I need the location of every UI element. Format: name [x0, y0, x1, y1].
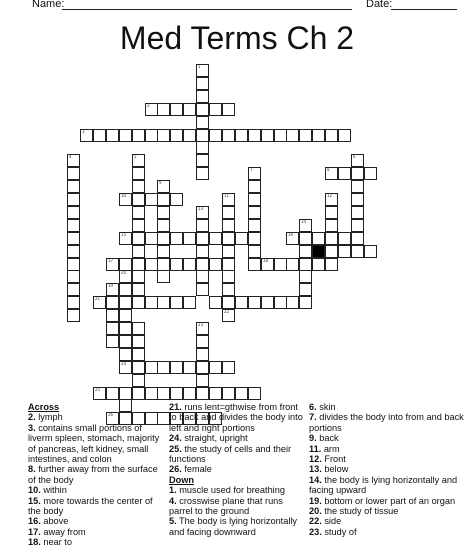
clue-number: 8 [327, 167, 330, 172]
grid-cell[interactable] [196, 141, 209, 154]
clue-number: 26 [108, 412, 114, 417]
clue-num: 22. [309, 516, 322, 527]
grid-cell[interactable] [196, 348, 209, 361]
grid-cell[interactable] [145, 258, 158, 271]
grid-cell[interactable] [157, 270, 170, 283]
clue-text: arm [321, 443, 340, 454]
grid-cell[interactable] [261, 296, 274, 309]
grid-cell[interactable] [157, 103, 170, 116]
grid-cell[interactable] [235, 129, 248, 142]
grid-cell[interactable] [157, 296, 170, 309]
clue-item [309, 433, 468, 443]
grid-cell[interactable] [248, 167, 261, 180]
grid-cell[interactable] [170, 193, 183, 206]
grid-cell[interactable] [338, 245, 351, 258]
grid-cell[interactable] [196, 322, 209, 335]
grid-cell[interactable] [67, 180, 80, 193]
clue-num: 6. [309, 402, 317, 412]
grid-black-cell [312, 245, 325, 258]
grid-cell[interactable] [209, 258, 222, 271]
grid-cell[interactable] [248, 258, 261, 271]
grid-cell[interactable] [222, 283, 235, 296]
clue-text: away from [40, 526, 86, 537]
clue-number: 14 [301, 219, 307, 224]
grid-cell[interactable] [299, 129, 312, 142]
clue-text: contains small portions of liverm spleen, stomach, majority of pancreas, left kidney, small intestines, and colon [28, 422, 160, 465]
clue-num: 24. [169, 433, 182, 444]
clue-text: below [321, 464, 349, 475]
clues [28, 402, 468, 552]
grid-cell[interactable] [325, 129, 338, 142]
grid-cell[interactable] [325, 245, 338, 258]
clue-item [309, 506, 468, 516]
clue-item [309, 464, 468, 474]
clue-text: the study of tissue [321, 506, 399, 517]
grid-cell[interactable] [286, 129, 299, 142]
clue-item [309, 516, 468, 526]
clue-text: above [40, 516, 69, 527]
grid-cell[interactable] [170, 296, 183, 309]
grid-cell[interactable] [119, 348, 132, 361]
clue-text: study of [321, 526, 357, 537]
grid-cell[interactable] [132, 193, 145, 206]
grid-cell[interactable] [106, 387, 119, 400]
clue-item [309, 527, 468, 537]
grid-cell[interactable] [183, 387, 196, 400]
clue-number: 2 [147, 103, 150, 108]
grid-cell[interactable] [132, 129, 145, 142]
clue-num: 11. [309, 443, 322, 454]
grid-cell[interactable] [351, 180, 364, 193]
clue-num: 12. [309, 454, 322, 465]
clue-text: bottom or lower part of an organ [321, 495, 456, 506]
clue-number: 10 [121, 193, 127, 198]
clue-num: 2. [28, 412, 36, 423]
clue-text: The body is lying horizontally and facing downward [169, 516, 298, 537]
grid-cell[interactable] [183, 129, 196, 142]
grid-cell[interactable] [222, 361, 235, 374]
grid-cell[interactable] [183, 258, 196, 271]
grid-cell[interactable] [119, 322, 132, 335]
clue-num: 9. [309, 433, 317, 444]
grid-cell[interactable] [196, 64, 209, 77]
clue-text: female [181, 464, 212, 475]
grid-cell[interactable] [170, 129, 183, 142]
clue-number: 11 [224, 193, 230, 198]
grid-cell[interactable] [119, 335, 132, 348]
grid-cell[interactable] [132, 296, 145, 309]
clue-number: 21 [95, 296, 101, 301]
grid-cell[interactable] [67, 154, 80, 167]
clue-num: 20. [309, 506, 322, 517]
clue-number: 13 [198, 206, 204, 211]
clue-number: 24 [121, 361, 127, 366]
clue-num: 5. [169, 516, 177, 527]
clue-num: 3. [28, 422, 36, 433]
grid-cell[interactable] [132, 270, 145, 283]
clue-item [28, 527, 163, 537]
grid-cell[interactable] [67, 270, 80, 283]
clue-num: 4. [169, 495, 177, 506]
grid-cell[interactable] [132, 154, 145, 167]
grid-cell[interactable] [170, 361, 183, 374]
grid-cell[interactable] [132, 219, 145, 232]
clue-item [169, 433, 306, 443]
grid-cell[interactable] [67, 167, 80, 180]
clue-num: 16. [28, 516, 41, 527]
clue-item [28, 516, 163, 526]
clue-item [309, 496, 468, 506]
clue-text: the body is lying horizontally and facing upward [309, 474, 458, 496]
grid-cell[interactable] [183, 296, 196, 309]
grid-cell[interactable] [222, 309, 235, 322]
clue-number: 12 [327, 193, 333, 198]
clue-number: 7 [250, 167, 253, 172]
grid-cell[interactable] [209, 232, 222, 245]
clue-number: 15 [121, 232, 127, 237]
grid-cell[interactable] [248, 245, 261, 258]
clue-text: Front [321, 454, 346, 465]
clue-num: 21. [169, 402, 182, 412]
clue-number: 17 [108, 258, 114, 263]
grid-cell[interactable] [119, 361, 132, 374]
grid-cell[interactable] [196, 154, 209, 167]
clue-num: 19. [309, 495, 322, 506]
grid-cell[interactable] [261, 129, 274, 142]
grid-cell[interactable] [132, 335, 145, 348]
clue-number: 9 [159, 180, 162, 185]
grid-cell[interactable] [132, 348, 145, 361]
grid-cell[interactable] [157, 361, 170, 374]
clue-num: 15. [28, 495, 41, 506]
grid-cell[interactable] [261, 258, 274, 271]
clue-num: 23. [309, 526, 322, 537]
grid-cell[interactable] [183, 361, 196, 374]
grid-cell[interactable] [196, 232, 209, 245]
grid-cell[interactable] [132, 180, 145, 193]
grid-cell[interactable] [325, 193, 338, 206]
clue-number: 19 [108, 283, 114, 288]
clue-num: 13. [309, 464, 322, 475]
grid-cell[interactable] [157, 180, 170, 193]
grid-cell[interactable] [325, 232, 338, 245]
clue-number: 5 [134, 154, 137, 159]
grid-cell[interactable] [235, 296, 248, 309]
grid-cell[interactable] [106, 335, 119, 348]
clue-num: 1. [169, 485, 177, 496]
clue-item [169, 444, 306, 465]
grid-cell[interactable] [119, 309, 132, 322]
clues-column-3 [309, 402, 468, 537]
clue-number: 6 [353, 154, 356, 159]
clue-number: 20 [121, 270, 127, 275]
grid-cell[interactable] [170, 232, 183, 245]
across-title: Across [28, 402, 60, 412]
grid-cell[interactable] [196, 335, 209, 348]
grid-cell[interactable] [209, 296, 222, 309]
grid-cell[interactable] [209, 387, 222, 400]
name-label: Name: [32, 0, 65, 10]
grid-cell[interactable] [170, 387, 183, 400]
grid-cell[interactable] [157, 193, 170, 206]
grid-cell[interactable] [119, 232, 132, 245]
grid-cell[interactable] [67, 283, 80, 296]
grid-cell[interactable] [351, 167, 364, 180]
grid-cell[interactable] [106, 309, 119, 322]
clue-item [309, 402, 468, 412]
grid-cell[interactable] [67, 219, 80, 232]
clue-number: 22 [224, 309, 230, 314]
clue-item [28, 412, 163, 422]
grid-cell[interactable] [67, 296, 80, 309]
grid-cell[interactable] [196, 245, 209, 258]
grid-cell[interactable] [222, 129, 235, 142]
grid-cell[interactable] [106, 322, 119, 335]
grid-cell[interactable] [325, 167, 338, 180]
grid-cell[interactable] [145, 193, 158, 206]
grid-cell[interactable] [157, 219, 170, 232]
grid-cell[interactable] [248, 206, 261, 219]
clue-text: lymph [35, 412, 63, 423]
grid-cell[interactable] [222, 206, 235, 219]
grid-cell[interactable] [222, 103, 235, 116]
grid-cell[interactable] [364, 245, 377, 258]
grid-cell[interactable] [67, 206, 80, 219]
grid-cell[interactable] [299, 296, 312, 309]
clue-text: near to [40, 537, 72, 548]
clue-number: 18 [263, 258, 269, 263]
grid-cell[interactable] [157, 245, 170, 258]
clue-num: 17. [28, 526, 41, 537]
grid-cell[interactable] [132, 322, 145, 335]
grid-cell[interactable] [248, 387, 261, 400]
grid-cell[interactable] [209, 361, 222, 374]
grid-cell[interactable] [119, 129, 132, 142]
grid-cell[interactable] [248, 180, 261, 193]
clue-text: skin [316, 402, 336, 412]
grid-cell[interactable] [312, 258, 325, 271]
clue-text: divides the body into from and back portions [309, 412, 464, 433]
clue-number: 3 [82, 129, 85, 134]
grid-cell[interactable] [80, 129, 93, 142]
grid-cell[interactable] [196, 206, 209, 219]
grid-cell[interactable] [196, 167, 209, 180]
clue-item [28, 485, 163, 495]
clues-column-2 [169, 402, 306, 537]
grid-cell[interactable] [196, 374, 209, 387]
grid-cell[interactable] [119, 270, 132, 283]
clue-item [28, 464, 163, 485]
grid-cell[interactable] [196, 90, 209, 103]
clue-text: crosswise plane that runs parrel to the ground [169, 495, 283, 517]
clue-item [309, 412, 468, 433]
grid-cell[interactable] [170, 103, 183, 116]
grid-cell[interactable] [338, 129, 351, 142]
clue-item [169, 464, 306, 474]
clue-item [169, 402, 306, 433]
clue-num: 25. [169, 443, 182, 454]
grid-cell[interactable] [299, 270, 312, 283]
grid-cell[interactable] [196, 103, 209, 116]
grid-cell[interactable] [312, 129, 325, 142]
grid-cell[interactable] [67, 232, 80, 245]
clue-item [169, 496, 306, 517]
clue-text: straight, upright [181, 433, 248, 444]
grid-cell[interactable] [286, 258, 299, 271]
grid-cell[interactable] [132, 361, 145, 374]
grid-cell[interactable] [351, 206, 364, 219]
clue-num: 18. [28, 537, 41, 548]
grid-cell[interactable] [157, 129, 170, 142]
grid-cell[interactable] [209, 103, 222, 116]
grid-cell[interactable] [351, 193, 364, 206]
clue-num: 26. [169, 464, 182, 475]
grid-cell[interactable] [132, 206, 145, 219]
grid-cell[interactable] [222, 219, 235, 232]
grid-cell[interactable] [222, 387, 235, 400]
clue-text: within [40, 485, 67, 496]
grid-cell[interactable] [119, 193, 132, 206]
grid-cell[interactable] [196, 116, 209, 129]
grid-cell[interactable] [248, 129, 261, 142]
grid-cell[interactable] [312, 232, 325, 245]
grid-cell[interactable] [222, 296, 235, 309]
clue-number: 25 [95, 387, 101, 392]
clue-text: runs lent=gthwise from front to back and divides the body into left and right portions [169, 402, 303, 433]
clue-item [28, 537, 163, 547]
grid-cell[interactable] [106, 129, 119, 142]
clue-item [169, 516, 306, 537]
grid-cell[interactable] [106, 283, 119, 296]
clue-item [28, 423, 163, 465]
date-label: Date: [366, 0, 393, 10]
grid-cell[interactable] [119, 283, 132, 296]
grid-cell[interactable] [351, 154, 364, 167]
grid-cell[interactable] [93, 387, 106, 400]
grid-cell[interactable] [286, 296, 299, 309]
grid-cell[interactable] [222, 270, 235, 283]
clue-item [28, 496, 163, 517]
grid-cell[interactable] [93, 296, 106, 309]
grid-cell[interactable] [338, 232, 351, 245]
grid-cell[interactable] [145, 232, 158, 245]
page-title: Med Terms Ch 2 [119, 20, 355, 56]
grid-cell[interactable] [299, 283, 312, 296]
clue-text: the study of cells and their functions [169, 443, 292, 465]
clue-number: 16 [288, 232, 294, 237]
grid-cell[interactable] [157, 232, 170, 245]
grid-cell[interactable] [222, 232, 235, 245]
grid-cell[interactable] [119, 296, 132, 309]
grid-cell[interactable] [157, 387, 170, 400]
grid-cell[interactable] [235, 232, 248, 245]
grid-cell[interactable] [67, 309, 80, 322]
clue-text: further away from the surface of the body [28, 464, 158, 485]
grid-cell[interactable] [351, 232, 364, 245]
grid-cell[interactable] [222, 193, 235, 206]
grid-cell[interactable] [170, 258, 183, 271]
grid-cell[interactable] [248, 232, 261, 245]
grid-cell[interactable] [248, 219, 261, 232]
clue-item [309, 454, 468, 464]
grid-cell[interactable] [248, 296, 261, 309]
grid-cell[interactable] [132, 245, 145, 258]
grid-cell[interactable] [222, 245, 235, 258]
clue-num: 14. [309, 474, 322, 485]
grid-cell[interactable] [67, 245, 80, 258]
clue-num: 8. [28, 464, 36, 475]
grid-cell[interactable] [196, 387, 209, 400]
grid-cell[interactable] [351, 219, 364, 232]
grid-cell[interactable] [299, 232, 312, 245]
clues-column-1 [28, 402, 163, 548]
clue-text: side [321, 516, 342, 527]
grid-cell[interactable] [196, 283, 209, 296]
clue-number: 4 [69, 154, 72, 159]
grid-cell[interactable] [132, 283, 145, 296]
clue-item [169, 485, 306, 495]
clue-num: 10. [28, 485, 41, 496]
grid-cell[interactable] [183, 103, 196, 116]
grid-cell[interactable] [325, 206, 338, 219]
grid-cell[interactable] [338, 167, 351, 180]
clue-num: 7. [309, 412, 317, 423]
grid-cell[interactable] [196, 361, 209, 374]
grid-cell[interactable] [299, 219, 312, 232]
grid-cell[interactable] [132, 167, 145, 180]
grid-cell[interactable] [183, 232, 196, 245]
grid-cell[interactable] [299, 245, 312, 258]
grid-cell[interactable] [364, 167, 377, 180]
clue-text: muscle used for breathing [176, 485, 285, 496]
grid-cell[interactable] [325, 219, 338, 232]
grid-cell[interactable] [132, 232, 145, 245]
grid-cell[interactable] [248, 193, 261, 206]
down-title: Down [169, 474, 195, 485]
grid-cell[interactable] [106, 296, 119, 309]
grid-cell[interactable] [351, 245, 364, 258]
clue-item [309, 444, 468, 454]
clue-number: 23 [198, 322, 204, 327]
grid-cell[interactable] [325, 258, 338, 271]
grid-cell[interactable] [157, 206, 170, 219]
grid-cell[interactable] [93, 129, 106, 142]
grid-cell[interactable] [196, 77, 209, 90]
grid-cell[interactable] [235, 387, 248, 400]
clue-text: more towards the center of the body [28, 495, 153, 517]
clue-number: 1 [198, 64, 201, 69]
grid-cell[interactable] [196, 219, 209, 232]
grid-cell[interactable] [67, 193, 80, 206]
grid-cell[interactable] [106, 258, 119, 271]
grid-cell[interactable] [286, 232, 299, 245]
clue-item [309, 475, 468, 496]
grid-cell[interactable] [132, 387, 145, 400]
grid-cell[interactable] [209, 129, 222, 142]
clue-text: back [316, 433, 339, 444]
grid-cell[interactable] [132, 374, 145, 387]
grid-cell[interactable] [196, 270, 209, 283]
